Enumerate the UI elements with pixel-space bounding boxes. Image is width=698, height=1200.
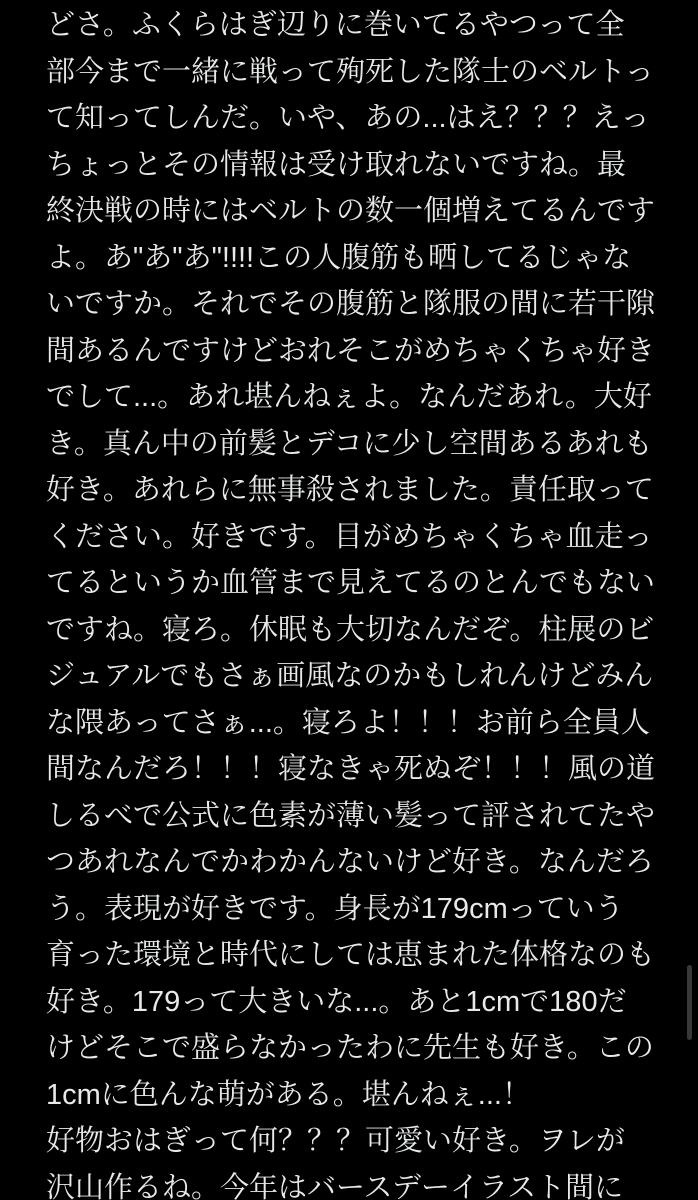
text-line: 好物おはぎって何？？？可愛い好き。ヲレが [46, 1125, 625, 1157]
text-line: 育った環境と時代にしては恵まれた体格なのも [46, 939, 656, 971]
text-line: でして...。あれ堪んねぇよ。なんだあれ。大好 [46, 381, 652, 413]
text-line: て知ってしんだ。いや、あの...はえ？？？えっ [46, 102, 650, 134]
text-line: よ。あ"あ"あ"!!!!この人腹筋も晒してるじゃな [46, 241, 632, 274]
scrollbar-thumb[interactable] [687, 965, 692, 1040]
text-line: き。真ん中の前髪とデコに少し空間あるあれも [46, 427, 653, 460]
text-line: う。表現が好きです。身長が179cmっていう [46, 892, 624, 925]
text-line: ください。好きです。目がめちゃくちゃ血走っ [46, 520, 653, 553]
text-line: いですか。それでその腹筋と隊服の間に若干隙 [46, 288, 656, 320]
text-line: 間あるんですけどおれそこがめちゃくちゃ好き [46, 334, 656, 367]
text-line: 終決戦の時にはベルトの数一個増えてるんです [46, 195, 656, 227]
text-line: つあれなんでかわかんないけど好き。なんだろ [46, 846, 654, 878]
text-line: 間なんだろ！！！寝なきゃ死ぬぞ！！！風の道 [46, 753, 656, 785]
text-line: 1cmに色んな萌がある。堪んねぇ...！ [46, 1078, 531, 1111]
text-body [46, 2, 668, 1200]
text-line: 沢山作るね。今年はバースデーイラスト間に [46, 1171, 624, 1200]
text-line: ちょっとその情報は受け取れないですね。最 [46, 148, 627, 181]
text-line: 部今まで一緒に戦って殉死した隊士のベルトっ [46, 55, 654, 88]
text-line: どさ。ふくらはぎ辺りに巻いてるやつって全 [46, 9, 625, 41]
text-line: けどそこで盛らなかったわに先生も好き。この [46, 1032, 654, 1064]
text-line: ですね。寝ろ。休眠も大切なんだぞ。柱展のビ [46, 613, 655, 646]
text-line: 好き。179って大きいな...。あと1cmで180だ [46, 985, 627, 1018]
text-line: な隈あってさぁ...。寝ろよ！！！お前ら全員人 [46, 706, 650, 739]
text-line: ジュアルでもさぁ画風なのかもしれんけどみん [46, 660, 654, 692]
text-line: しるべで公式に色素が薄い髪って評されてたや [46, 799, 656, 832]
text-line: てるというか血管まで見えてるのとんでもない [46, 567, 656, 599]
text-line: 好き。あれらに無事殺されました。責任取って [46, 474, 654, 506]
